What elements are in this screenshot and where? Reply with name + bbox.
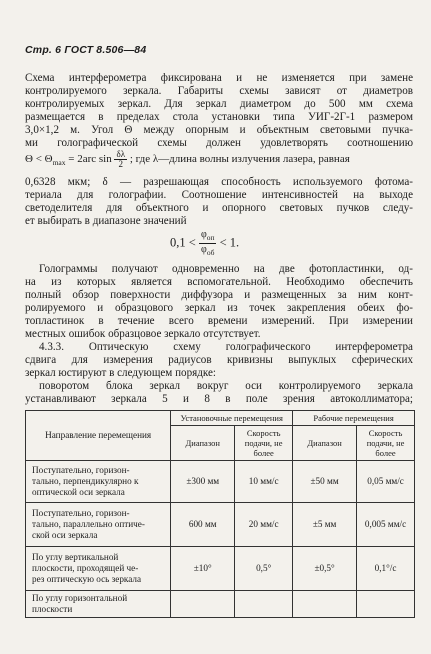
paragraph-holograms (25, 263, 413, 341)
inst-range: ±10° (171, 547, 235, 591)
text-line: Схема интерферометра фиксирована и не изменяется при замене (25, 72, 413, 84)
text-line: ролируемого и образцового зеркал из точек закрепления обеих фо- (25, 302, 413, 315)
text-line: размещается в пределах стола установки типа УИГ-2Г-1 размером (25, 111, 413, 124)
work-range (293, 591, 357, 618)
work-speed: 0,05 мм/с (357, 461, 415, 503)
table-row (26, 547, 415, 591)
inst-speed (235, 591, 293, 618)
movement-table (25, 410, 415, 618)
text-line: 3,0×1,2 м. Угол Θ между опорным и объектным световыми пучка- (25, 124, 413, 137)
ratio-right: < 1. (219, 235, 240, 250)
table-row (26, 503, 415, 547)
row-direction: По углу горизонтальной плоскости (26, 591, 171, 618)
group-install: Установочные перемещения (171, 411, 293, 426)
text-line: ми голографической схемы должен удовлетворять соотношению (25, 137, 413, 150)
inst-speed: 20 мм/с (235, 503, 293, 547)
text-line: териала для голографии. Соотношение интенсивностей на выходе (25, 189, 413, 202)
paragraph-rotation (25, 380, 413, 406)
row-direction: По углу вертикальной плоскости, проходящей че- рез оптическую ось зеркала (26, 547, 171, 591)
work-speed: 0,1°/с (357, 547, 415, 591)
paragraph-433 (25, 341, 413, 380)
work-range: ±5 мм (293, 503, 357, 547)
text-line: ет выбирать в диапазоне значений (25, 215, 187, 228)
text-line: 4.3.3. Оптическую схему голографического интерферометра (39, 341, 413, 353)
ratio-denominator: $\varphi_{об}$ (201, 244, 215, 257)
text-line: контролируемых зеркал. Для зеркал диаметром до 500 мм схема (25, 98, 413, 111)
formula-tail: ; где λ—длина волны излучения лазера, равная (127, 153, 350, 166)
row-direction: Поступательно, горизон- тально, перпендикулярно к оптической оси зеркала (26, 461, 171, 503)
text-line: контролируемого зеркала. Габариты схемы зависят от диаметров (25, 85, 413, 98)
formula-left: Θ < Θ (25, 153, 53, 166)
ratio-left: 0,1 < (170, 235, 196, 250)
text-line: зеркал юстируют в следующем порядке: (25, 367, 216, 380)
table-row (26, 591, 415, 618)
group-work: Рабочие перемещения (293, 411, 415, 426)
col-install-range: Диапазон (171, 426, 235, 461)
col-work-range: Диапазон (293, 426, 357, 461)
work-range: ±0,5° (293, 547, 357, 591)
formula-mid: = 2arc sin (65, 153, 112, 166)
ratio-formula (170, 229, 239, 258)
fraction-denominator: 2 (118, 159, 124, 169)
inst-speed: 0,5° (235, 547, 293, 591)
page-header: Стр. 6 ГОСТ 8.506—84 (25, 44, 147, 56)
col-work-speed: Скорость подачи, не более (357, 426, 415, 461)
work-range: ±50 мм (293, 461, 357, 503)
paragraph-scheme (25, 72, 413, 150)
col-direction: Направление перемещения (26, 411, 171, 461)
ratio-numerator: $\varphi_{оп}$ (200, 229, 215, 242)
text-line: топластинок в течение всего времени измерений. При измерении (25, 315, 413, 328)
table-row (26, 461, 415, 503)
text-line: устанавливают зеркала 5 и 8 в поле зрения автоколлиматора; (25, 393, 413, 406)
text-line: поворотом блока зеркал вокруг оси контролируемого зеркала (39, 380, 413, 392)
inst-range (171, 591, 235, 618)
formula-sub: max (52, 158, 66, 168)
row-direction: Поступательно, горизон- тально, параллельно оптиче- ской оси зеркала (26, 503, 171, 547)
paragraph-material (25, 176, 413, 228)
text-line: на из которых является вспомогательной. Необходимо обеспечить (25, 276, 413, 289)
formula-fraction (114, 150, 127, 169)
work-speed: 0,005 мм/с (357, 503, 415, 547)
fraction-numerator: δλ (116, 149, 126, 159)
work-speed (357, 591, 415, 618)
text-line: сдвига для измерения радиусов кривизны выпуклых сферических (25, 354, 413, 367)
inst-speed: 10 мм/с (235, 461, 293, 503)
text-line: светоделителя для объектного и опорного световых пучков следу- (25, 202, 413, 215)
text-line: полный обзор поверхности диффузора и размещенных за ним конт- (25, 289, 413, 302)
col-install-speed: Скорость подачи, не более (235, 426, 293, 461)
inst-range: 600 мм (171, 503, 235, 547)
text-line: 0,6328 мкм; δ — разрешающая способность используемого фотома- (25, 176, 413, 188)
inst-range: ±300 мм (171, 461, 235, 503)
ratio-fraction (199, 229, 217, 258)
text-line: Голограммы получают одновременно на две фотопластинки, од- (39, 263, 413, 275)
angle-formula (25, 150, 350, 169)
text-line: местных ошибок образцовое зеркало отсутствует. (25, 328, 261, 341)
